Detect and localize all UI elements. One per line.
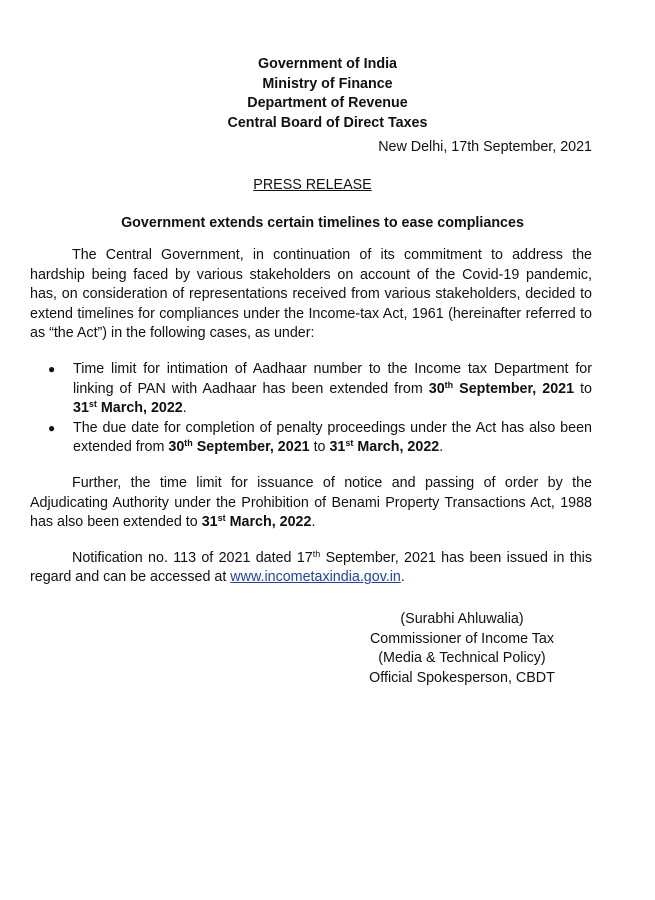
header-line-department: Department of Revenue xyxy=(247,95,408,111)
date-from: 30th September, 2021 xyxy=(428,379,575,397)
paragraph-notification: Notification no. 113 of 2021 dated 17th September, 2021 has been issued in this regard and can be accessed at www.incometaxindia.gov.in. xyxy=(30,548,592,586)
signatory-role: Official Spokesperson, CBDT xyxy=(369,669,555,686)
bullet-item-penalty: ● The due date for completion of penalty proceedings under the Act has also been extended from 30th September, 2021 to 31st March, 2022. xyxy=(48,419,592,456)
header-line-government: Government of India xyxy=(257,56,397,72)
subject-heading: Government extends certain timelines to ease compliances xyxy=(121,215,524,231)
signatory-name: (Surabhi Ahluwalia) xyxy=(400,611,524,627)
date-to: 31st March, 2022 xyxy=(329,438,440,456)
bullet-dot-icon: ● xyxy=(48,420,56,435)
document-header xyxy=(0,55,655,133)
bullet-list xyxy=(30,360,592,458)
income-tax-website-link[interactable]: www.incometaxindia.gov.in xyxy=(230,569,401,586)
header-line-board: Central Board of Direct Taxes xyxy=(227,114,428,131)
date-to: 31st March, 2022 xyxy=(73,399,183,417)
bullet-dot-icon: ● xyxy=(48,361,56,376)
signature-block xyxy=(352,610,572,688)
dateline: New Delhi, 17th September, 2021 xyxy=(378,139,592,155)
date-from: 30th September, 2021 xyxy=(168,438,310,456)
signatory-title: Commissioner of Income Tax xyxy=(369,630,555,647)
date-to: 31st March, 2022 xyxy=(201,513,312,531)
header-line-ministry: Ministry of Finance xyxy=(262,75,393,92)
paragraph-intro: The Central Government, in continuation of its commitment to address the hardship being faced by various stakeholders on account of the Covid-19 pandemic, has, on consideration of representations received from various stakeholders, decided to extend timelines for compliances under the Income-tax Act, 1961 (hereinafter referred to as “the Act”) in the following cases, as under: xyxy=(30,247,592,342)
paragraph-benami: Further, the time limit for issuance of notice and passing of order by the Adjudicating Authority under the Prohibition of Benami Property Transactions Act, 1988 has also been extended to 31st March, 2022. xyxy=(30,474,592,531)
bullet-item-aadhaar: ● Time limit for intimation of Aadhaar number to the Income tax Department for linking of PAN with Aadhaar has been extended from 30th September, 2021 to 31st March, 2022. xyxy=(48,360,592,417)
press-release-label: PRESS RELEASE xyxy=(253,177,372,193)
signatory-division: (Media & Technical Policy) xyxy=(378,650,546,667)
document-body xyxy=(30,246,592,604)
